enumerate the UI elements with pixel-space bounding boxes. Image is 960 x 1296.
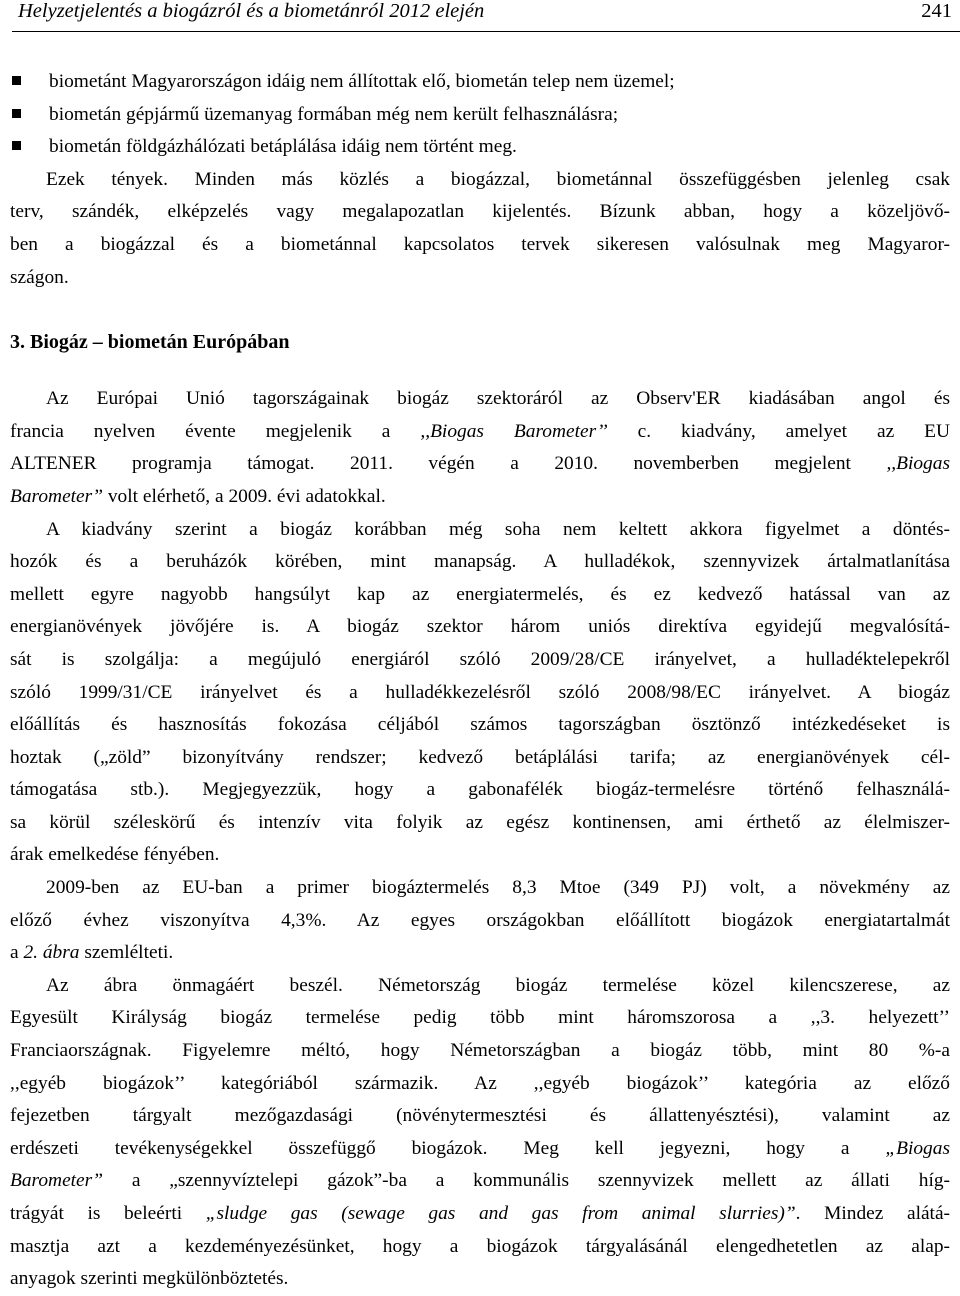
text-line: hozók és a beruházók körében, mint manapság. A hulladékok, szennyvizek ártalmatlanítása bbox=[10, 551, 950, 573]
text-line: Az ábra önmagáért beszél. Németország biogáz termelése közel kilencszerese, az bbox=[46, 974, 950, 996]
text-line: terv, szándék, elképzelés vagy megalapozatlan kijelentés. Bízunk abban, hogy a közeljövő- bbox=[10, 201, 950, 223]
text-line: árak emelkedése fényében. bbox=[10, 844, 220, 866]
text-line: A kiadvány szerint a biogáz korábban még soha nem keltett akkora figyelmet a döntés- bbox=[46, 518, 950, 540]
page-number: 241 bbox=[921, 0, 952, 22]
paragraph-attention bbox=[10, 514, 950, 873]
text-line: ALTENER programja támogat. 2011. végén a 2010. novemberben megjelent ,,Biogas bbox=[10, 453, 950, 475]
text-line: anyagok szerinti megkülönböztetés. bbox=[10, 1268, 289, 1290]
text-line: sát is szolgálja: a megújuló energiáról szóló 2009/28/CE irányelvet, a hulladéktelepekről bbox=[10, 648, 950, 670]
text-line: fejezetben tárgyalt mezőgazdasági (növénytermesztési és állattenyésztési), valamint az bbox=[10, 1105, 950, 1127]
text-line: masztja azt a kezdeményezésünket, hogy a biogázok tárgyalásánál elengedhetetlen az alap- bbox=[10, 1235, 950, 1257]
text-line: 2009-ben az EU-ban a primer biogáztermelés 8,3 Mtoe (349 PJ) volt, a növekmény az bbox=[46, 877, 950, 899]
text-line: szóló 1999/31/CE irányelvet és a hulladékkezelésről szóló 2008/98/EC irányelvet. A biogáz bbox=[10, 681, 950, 703]
bullet-item bbox=[10, 131, 950, 164]
page-header bbox=[12, 0, 960, 26]
text-line: Ezek tények. Minden más közlés a biogázzal, biometánnal összefüggésben jelenleg csak bbox=[46, 168, 950, 190]
header-rule bbox=[12, 31, 960, 32]
running-title: Helyzetjelentés a biogázról és a biometánról 2012 elején bbox=[18, 0, 485, 22]
text-line: ben a biogázzal és a biometánnal kapcsolatos tervek sikeresen valósulnak meg Magyaror- bbox=[10, 233, 950, 255]
text-line: Barometer” volt elérhető, a 2009. évi adatokkal. bbox=[10, 485, 386, 507]
paragraph-production bbox=[10, 872, 950, 970]
square-bullet-icon bbox=[12, 141, 21, 150]
text-line: támogatása stb.). Megjegyezzük, hogy a gabonafélék biogáz-termelésre történő felhasználá- bbox=[10, 779, 950, 801]
bullet-text: biometánt Magyarországon idáig nem állítottak elő, biometán telep nem üzemel; bbox=[49, 71, 675, 92]
text-line: erdészeti tevékenységekkel összefüggő biogázok. Meg kell jegyezni, hogy a „Biogas bbox=[10, 1137, 950, 1159]
text-line: hoztak („zöld” bizonyítvány rendszer; kedvező betáplálási tarifa; az energianövények cél- bbox=[10, 746, 950, 768]
text-line: energianövények jövőjére is. A biogáz szektor három uniós direktíva egyidejű megvalósítá- bbox=[10, 616, 950, 638]
page-body bbox=[10, 66, 950, 1296]
text-line: előállítás és hasznosítás fokozása céljából számos tagországban ösztönző intézkedéseket is bbox=[10, 714, 950, 736]
bullet-text: biometán gépjármű üzemanyag formában még nem került felhasználásra; bbox=[49, 103, 619, 125]
bullet-item bbox=[10, 66, 950, 99]
text-line: mellett egyre nagyobb hangsúlyt kap az energiatermelés, és ez kedvező hatással van az bbox=[10, 583, 950, 605]
text-line: ,,egyéb biogázok’’ kategóriából származik. Az ,,egyéb biogázok’’ kategória az előző bbox=[10, 1072, 950, 1094]
square-bullet-icon bbox=[12, 109, 21, 118]
text-line: a 2. ábra szemlélteti. bbox=[10, 942, 174, 964]
paragraph-figure-discussion bbox=[10, 970, 950, 1296]
section-heading: 3. Biogáz – biometán Európában bbox=[10, 331, 290, 354]
bullet-item bbox=[10, 99, 950, 132]
square-bullet-icon bbox=[12, 76, 21, 85]
paragraph-barometer bbox=[10, 383, 950, 513]
text-line: francia nyelven évente megjelenik a ,,Biogas Barometer’’ c. kiadvány, amelyet az EU bbox=[10, 420, 951, 442]
text-line: előző évhez viszonyítva 4,3%. Az egyes országokban előállított biogázok energiatartalmát bbox=[10, 909, 950, 931]
text-line: sa körül széleskörű és intenzív vita folyik az egész kontinensen, ami érthető az élelmiszer- bbox=[10, 811, 950, 833]
figure-reference: 2. ábra bbox=[23, 942, 80, 964]
text-line: Egyesült Királyság biogáz termelése pedig több mint háromszorosa a ,,3. helyezett’’ bbox=[10, 1007, 950, 1029]
text-line: Franciaországnak. Figyelemre méltó, hogy Németországban a biogáz több, mint 80 %-a bbox=[10, 1040, 950, 1062]
text-line: Az Európai Unió tagországainak biogáz szektoráról az Observ'ER kiadásában angol és bbox=[46, 388, 950, 410]
text-line: szágon. bbox=[10, 266, 69, 288]
text-line: Barometer” a „szennyvíztelepi gázok”-ba a kommunális szennyvizek mellett az állati híg- bbox=[10, 1170, 950, 1192]
bullet-text: biometán földgázhálózati betáplálása idáig nem történt meg. bbox=[49, 136, 517, 158]
text-line: trágyát is beleérti „sludge gas (sewage gas and gas from animal slurries)”. Mindez alátá- bbox=[10, 1203, 951, 1224]
intro-paragraph bbox=[10, 164, 950, 294]
